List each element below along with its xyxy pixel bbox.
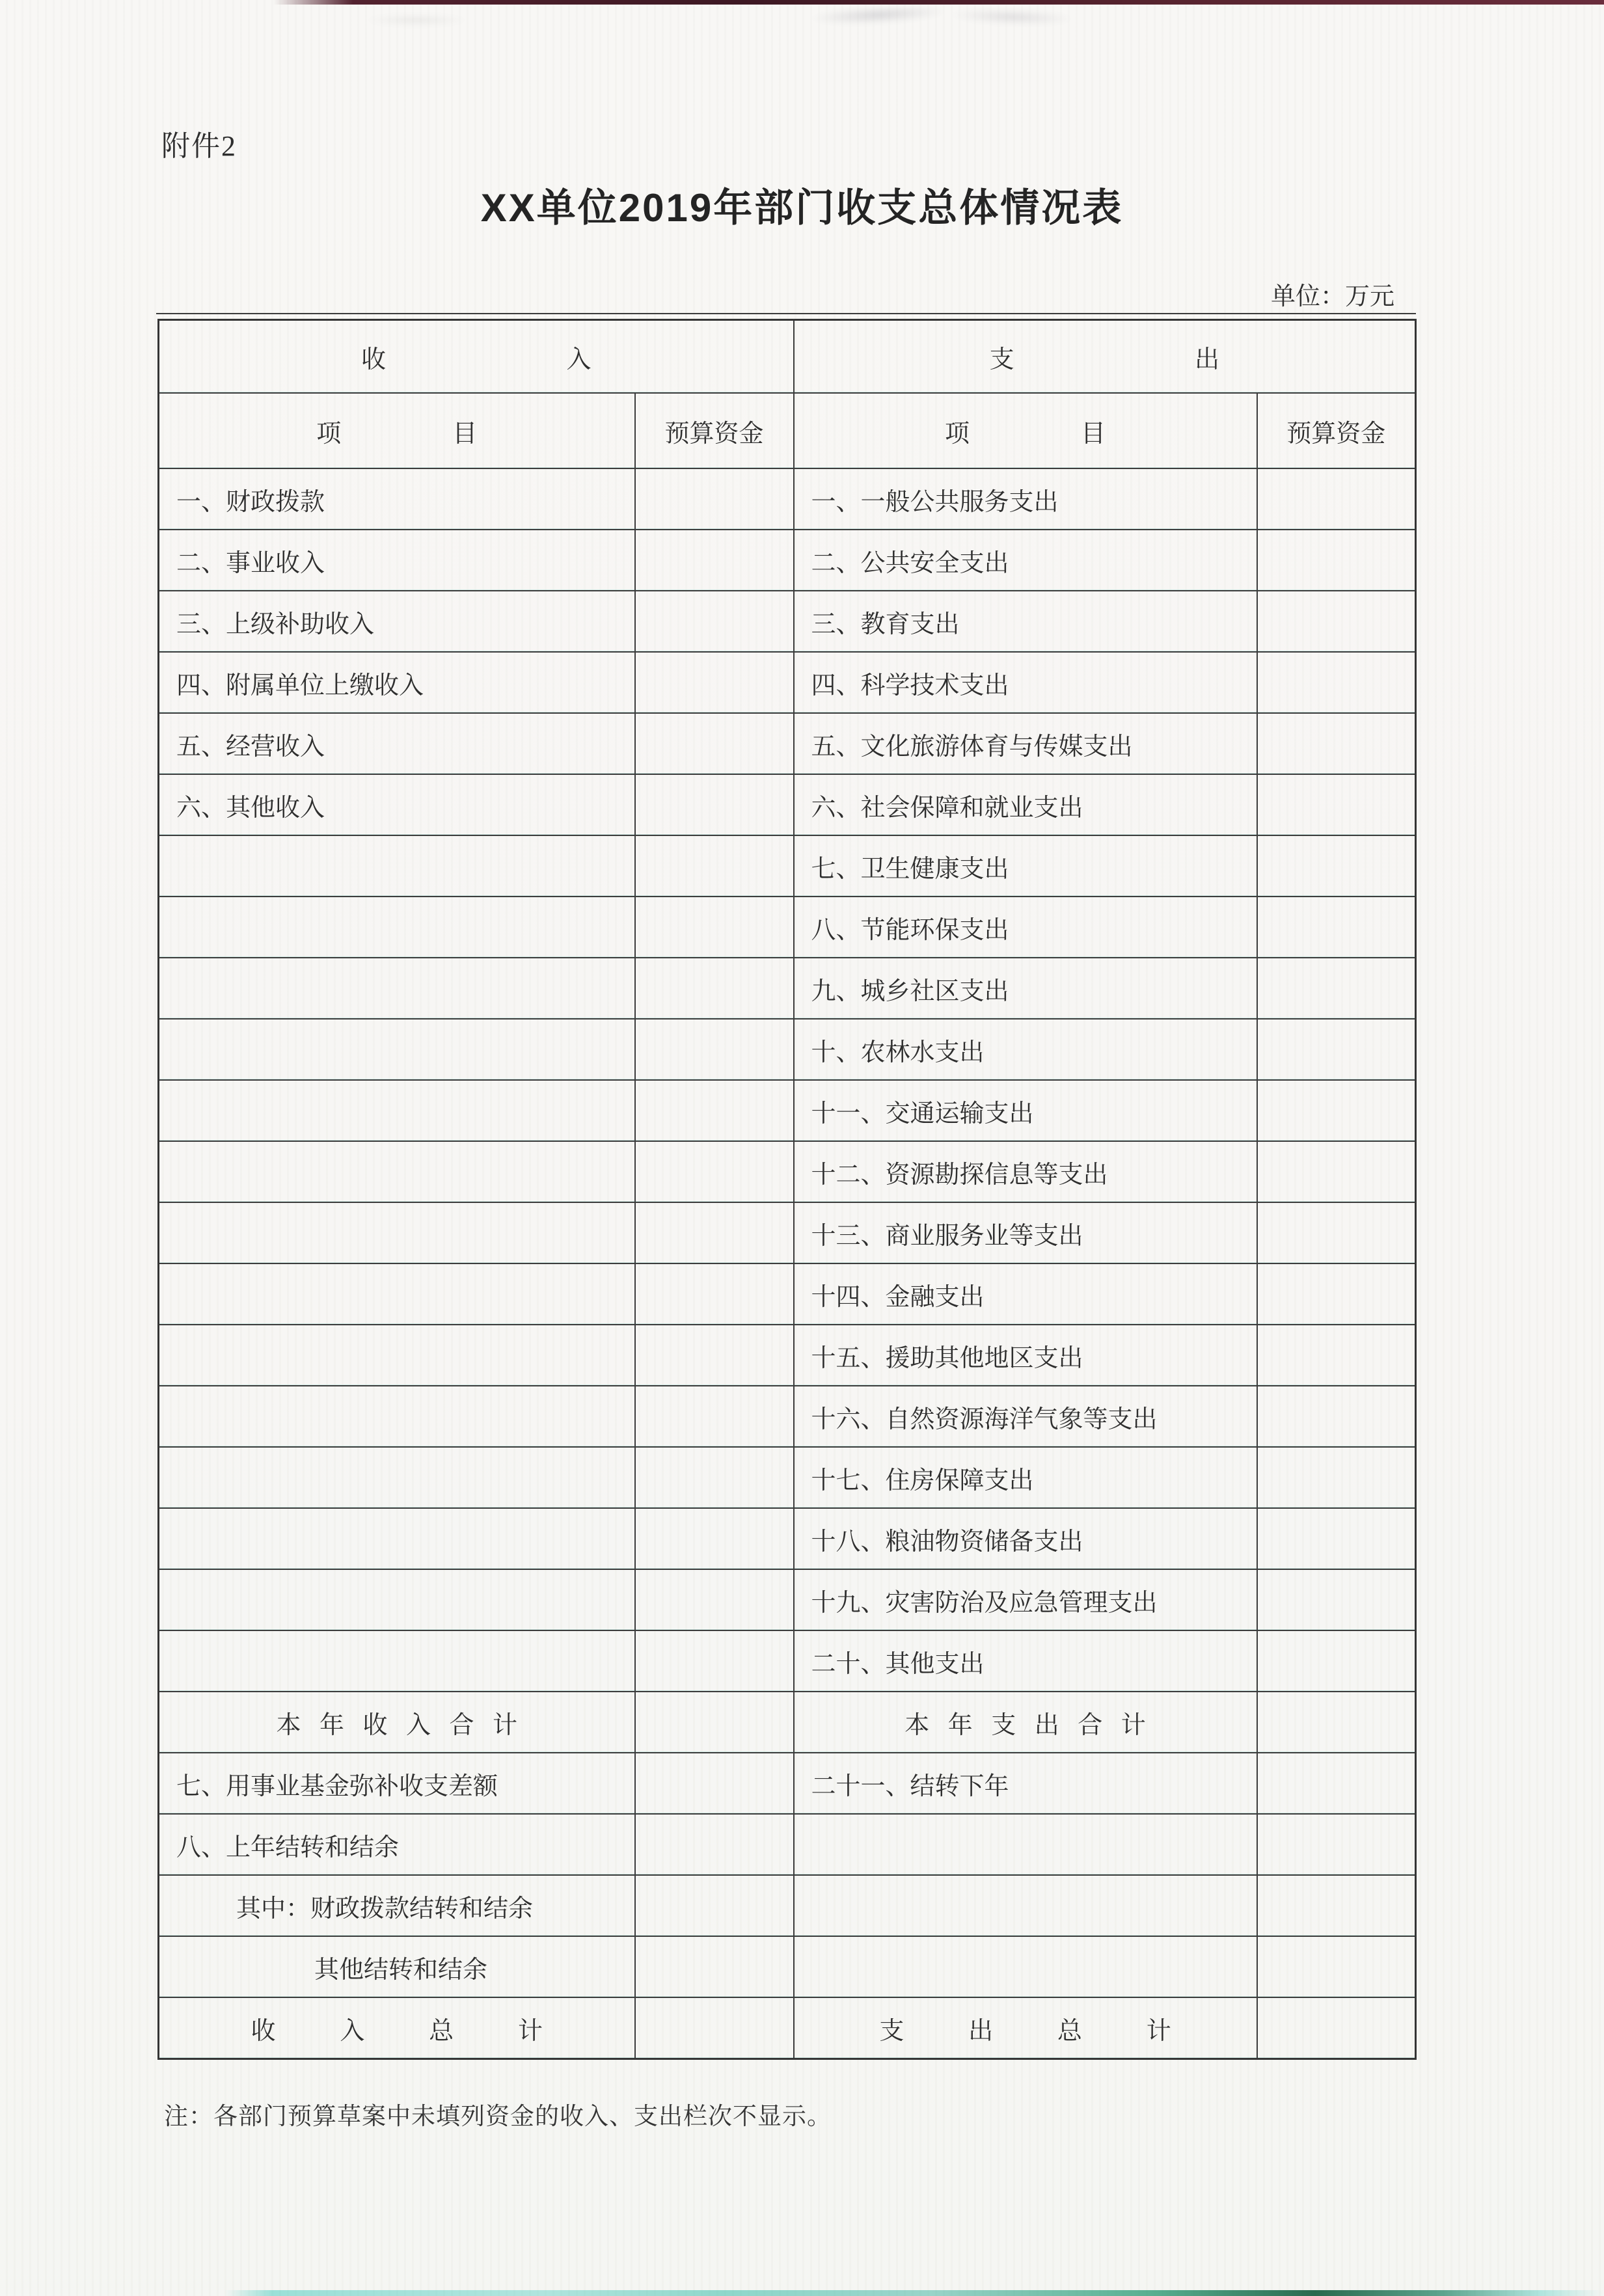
income-amount-cell [635, 958, 794, 1019]
income-budget-column-header [635, 393, 794, 468]
expense-amount-cell [1257, 1447, 1416, 1508]
budget-table [157, 319, 1415, 2060]
expense-subtotal-cell [794, 1692, 1257, 1753]
expense-total-cell [794, 1997, 1257, 2059]
table-row [159, 1753, 1416, 1814]
income-amount-cell [635, 897, 794, 958]
expense-item-cell: 二十、其他支出 [794, 1630, 1257, 1692]
income-amount-cell [635, 713, 794, 774]
table-row [159, 1141, 1416, 1202]
expense-item-cell: 九、城乡社区支出 [794, 958, 1257, 1019]
table-row [159, 1936, 1416, 1997]
income-header-label: 收入 [361, 345, 772, 373]
expense-item-cell: 十九、灾害防治及应急管理支出 [794, 1569, 1257, 1630]
income-item-cell: 三、上级补助收入 [159, 591, 635, 652]
income-item-cell: 五、经营收入 [159, 713, 635, 774]
income-amount-cell [635, 1997, 794, 2059]
expense-amount-cell [1257, 1936, 1416, 1997]
expense-amount-cell [1257, 897, 1416, 958]
income-amount-cell [635, 1386, 794, 1447]
expense-amount-cell [1257, 1019, 1416, 1080]
expense-item-cell: 十五、援助其他地区支出 [794, 1325, 1257, 1386]
expense-item-cell: 七、卫生健康支出 [794, 835, 1257, 897]
table-row-subtotal [159, 1692, 1416, 1753]
expense-budget-column-header [1257, 393, 1416, 468]
expense-amount-cell [1257, 1080, 1416, 1141]
income-amount-cell [635, 1814, 794, 1875]
table-row [159, 1386, 1416, 1447]
scan-edge-top-artifact [273, 0, 1604, 5]
expense-item-cell: 六、社会保障和就业支出 [794, 774, 1257, 835]
table-row [159, 591, 1416, 652]
expense-amount-cell [1257, 1569, 1416, 1630]
expense-amount-cell [1257, 774, 1416, 835]
income-item-cell [159, 1325, 635, 1386]
income-amount-cell [635, 1630, 794, 1692]
income-item-cell: 六、其他收入 [159, 774, 635, 835]
income-amount-cell [635, 774, 794, 835]
expense-amount-cell [1257, 713, 1416, 774]
expense-item-cell: 十四、金融支出 [794, 1263, 1257, 1325]
income-item-cell [159, 1202, 635, 1263]
income-amount-cell [635, 1692, 794, 1753]
expense-item-cell: 二、公共安全支出 [794, 530, 1257, 591]
expense-item-cell: 十七、住房保障支出 [794, 1447, 1257, 1508]
item-header-label: 项目 [316, 420, 589, 448]
income-amount-cell [635, 1753, 794, 1814]
expense-item-cell: 三、教育支出 [794, 591, 1257, 652]
expense-amount-cell [1257, 591, 1416, 652]
income-item-cell: 其他结转和结余 [159, 1936, 635, 1997]
expense-item-cell: 十六、自然资源海洋气象等支出 [794, 1386, 1257, 1447]
income-item-cell [159, 1508, 635, 1569]
income-total-label: 收入总计 [251, 2017, 607, 2045]
expense-item-cell: 十三、商业服务业等支出 [794, 1202, 1257, 1263]
expense-amount-cell [1257, 1263, 1416, 1325]
expense-subtotal-label: 本年支出合计 [904, 1711, 1165, 1739]
table-row [159, 958, 1416, 1019]
table-row [159, 1080, 1416, 1141]
expense-amount-cell [1257, 958, 1416, 1019]
income-amount-cell [635, 1569, 794, 1630]
income-item-cell [159, 1447, 635, 1508]
income-amount-cell [635, 530, 794, 591]
expense-amount-cell [1257, 1325, 1416, 1386]
income-item-cell: 二、事业收入 [159, 530, 635, 591]
scan-smudge [364, 14, 469, 26]
expense-section-header [794, 320, 1416, 394]
table-row [159, 652, 1416, 713]
income-amount-cell [635, 1875, 794, 1936]
table-row [159, 1814, 1416, 1875]
budget-header-label: 预算资金 [664, 420, 764, 448]
income-amount-cell [635, 1202, 794, 1263]
income-amount-cell [635, 1263, 794, 1325]
expense-item-cell: 十一、交通运输支出 [794, 1080, 1257, 1141]
expense-item-cell [794, 1814, 1257, 1875]
table-row [159, 835, 1416, 897]
scan-smudge [809, 3, 947, 27]
income-item-cell [159, 897, 635, 958]
expense-amount-cell [1257, 1753, 1416, 1814]
income-subtotal-cell [159, 1692, 635, 1753]
income-item-cell [159, 1019, 635, 1080]
table-row [159, 897, 1416, 958]
income-total-cell [159, 1997, 635, 2059]
income-item-cell [159, 1141, 635, 1202]
table-row [159, 774, 1416, 835]
income-amount-cell [635, 1325, 794, 1386]
table-row [159, 530, 1416, 591]
table-row [159, 1263, 1416, 1325]
expense-amount-cell [1257, 1386, 1416, 1447]
income-item-cell [159, 1386, 635, 1447]
expense-item-column-header [794, 393, 1257, 468]
table-row [159, 1630, 1416, 1692]
table-row [159, 1447, 1416, 1508]
income-item-cell [159, 1080, 635, 1141]
unit-label: 单位：万元 [1270, 283, 1394, 310]
expense-item-cell: 二十一、结转下年 [794, 1753, 1257, 1814]
page-title: XX单位2019年部门收支总体情况表 [480, 186, 1124, 230]
table-row [159, 713, 1416, 774]
income-item-column-header [159, 393, 635, 468]
income-subtotal-label: 本年收入合计 [276, 1711, 536, 1739]
table-row [159, 1019, 1416, 1080]
expense-amount-cell [1257, 1692, 1416, 1753]
table-row [159, 1325, 1416, 1386]
expense-item-cell: 十八、粮油物资储备支出 [794, 1508, 1257, 1569]
income-item-cell: 一、财政拨款 [159, 468, 635, 530]
attachment-label: 附件2 [161, 130, 237, 162]
expense-item-cell: 十二、资源勘探信息等支出 [794, 1141, 1257, 1202]
expense-amount-cell [1257, 1202, 1416, 1263]
income-item-cell: 四、附属单位上缴收入 [159, 652, 635, 713]
table-row-total [159, 1997, 1416, 2059]
income-amount-cell [635, 1447, 794, 1508]
income-amount-cell [635, 1019, 794, 1080]
scan-smudge [950, 7, 1074, 27]
expense-total-label: 支出总计 [879, 2017, 1236, 2045]
income-item-cell [159, 958, 635, 1019]
income-item-cell [159, 1569, 635, 1630]
expense-amount-cell [1257, 468, 1416, 530]
expense-item-cell: 五、文化旅游体育与传媒支出 [794, 713, 1257, 774]
expense-item-cell: 十、农林水支出 [794, 1019, 1257, 1080]
expense-amount-cell [1257, 530, 1416, 591]
table-row [159, 1202, 1416, 1263]
expense-amount-cell [1257, 835, 1416, 897]
budget-header-label: 预算资金 [1286, 420, 1386, 448]
expense-item-cell [794, 1875, 1257, 1936]
expense-amount-cell [1257, 652, 1416, 713]
footnote: 注：各部门预算草案中未填列资金的收入、支出栏次不显示。 [164, 2103, 832, 2130]
expense-amount-cell [1257, 1630, 1416, 1692]
income-amount-cell [635, 591, 794, 652]
income-item-cell: 八、上年结转和结余 [159, 1814, 635, 1875]
expense-item-cell: 八、节能环保支出 [794, 897, 1257, 958]
expense-amount-cell [1257, 1814, 1416, 1875]
income-item-cell [159, 835, 635, 897]
income-item-cell: 七、用事业基金弥补收支差额 [159, 1753, 635, 1814]
scan-edge-bottom-artifact [0, 2290, 1604, 2296]
income-item-cell [159, 1630, 635, 1692]
income-amount-cell [635, 835, 794, 897]
income-amount-cell [635, 652, 794, 713]
table-row [159, 1569, 1416, 1630]
expense-amount-cell [1257, 1141, 1416, 1202]
table-row [159, 1875, 1416, 1936]
income-amount-cell [635, 1080, 794, 1141]
income-amount-cell [635, 468, 794, 530]
expense-amount-cell [1257, 1508, 1416, 1569]
income-item-cell [159, 1263, 635, 1325]
income-amount-cell [635, 1508, 794, 1569]
income-item-cell: 其中：财政拨款结转和结余 [159, 1875, 635, 1936]
income-amount-cell [635, 1141, 794, 1202]
expense-amount-cell [1257, 1997, 1416, 2059]
expense-header-label: 支出 [989, 345, 1400, 373]
expense-item-cell: 四、科学技术支出 [794, 652, 1257, 713]
expense-item-cell: 一、一般公共服务支出 [794, 468, 1257, 530]
table-row [159, 1508, 1416, 1569]
expense-item-cell [794, 1936, 1257, 1997]
table-row [159, 468, 1416, 530]
income-section-header [159, 320, 794, 394]
expense-amount-cell [1257, 1875, 1416, 1936]
item-header-label: 项目 [945, 420, 1217, 448]
income-amount-cell [635, 1936, 794, 1997]
